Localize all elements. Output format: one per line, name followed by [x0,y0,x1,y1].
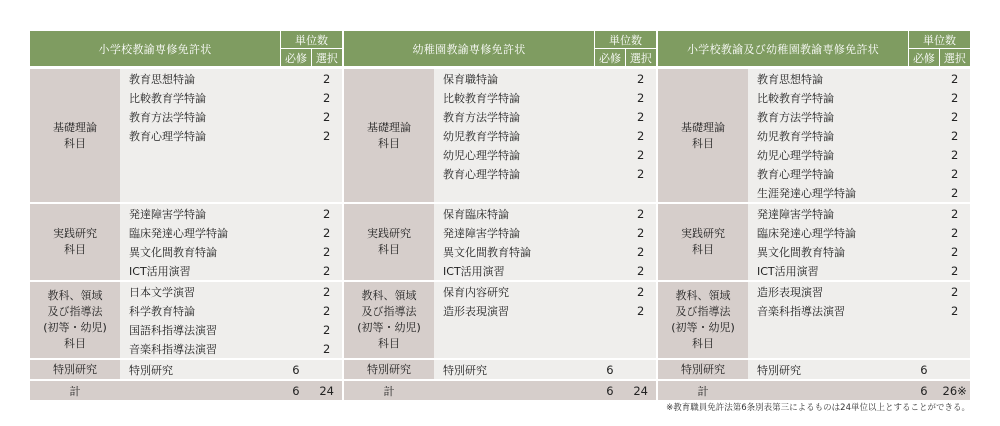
subject-cell: 特別研究 [434,359,595,380]
subject-cell: 教育心理学特論 [748,164,909,183]
subject-cell: 教育方法学特論 [434,107,595,126]
subject-cell: 幼児教育学特論 [748,126,909,145]
elective-units-cell: 2 [311,88,342,107]
subject-cell: 発達障害学特論 [120,203,281,223]
subject-cell: 造形表現演習 [748,281,909,301]
required-units-cell [595,223,626,242]
elective-units-cell: 2 [625,164,656,183]
elective-units-cell [625,359,656,380]
elective-units-cell: 2 [311,281,342,301]
subject-cell: 国語科指導法演習 [120,320,281,339]
required-header: 必修 [595,49,626,67]
elective-units-cell: 2 [625,107,656,126]
required-units-cell [909,242,940,261]
elective-units-cell: 2 [311,107,342,126]
total-elective: 24 [311,380,342,400]
required-units-cell [595,107,626,126]
elective-units-cell: 2 [625,203,656,223]
elective-units-cell: 2 [311,126,342,145]
license-table-3 [658,31,970,400]
section-label: 基礎理論 科目 [658,69,748,203]
elective-header: 選択 [311,49,342,67]
elective-units-cell: 2 [625,145,656,164]
special-research-row [658,359,970,380]
subject-cell: 臨床発達心理学特論 [748,223,909,242]
required-units-cell [595,183,626,203]
subject-cell: 教育思想特論 [120,69,281,88]
subject-cell [434,320,595,339]
subject-cell: 異文化間教育特論 [120,242,281,261]
subject-cell [120,164,281,183]
subject-cell [120,145,281,164]
required-units-cell [595,242,626,261]
required-units-cell [595,261,626,281]
subject-cell: 音楽科指導法演習 [748,301,909,320]
required-units-cell [595,301,626,320]
total-row [658,380,970,400]
elective-units-cell [311,145,342,164]
subject-cell: 比較教育学特論 [434,88,595,107]
subject-cell: 教育方法学特論 [748,107,909,126]
header-row [344,31,656,49]
required-units-cell [595,145,626,164]
elective-units-cell: 2 [625,126,656,145]
table-row [30,69,342,88]
table-row [658,203,970,223]
elective-units-cell: 2 [625,242,656,261]
table-row [344,281,656,301]
elective-units-cell: 2 [625,88,656,107]
elective-header: 選択 [625,49,656,67]
required-units-cell [595,281,626,301]
required-units-cell [909,126,940,145]
section-label: 基礎理論 科目 [30,69,120,203]
elective-units-cell [311,183,342,203]
required-units-cell [281,69,312,88]
footnote: ※教育職員免許法第6条別表第三によるものは24単位以上とすることができる。 [666,403,970,413]
total-blank [434,380,595,400]
required-header: 必修 [281,49,312,67]
elective-units-cell: 2 [311,242,342,261]
required-units-cell [595,164,626,183]
license-tables [30,31,970,398]
subject-cell [120,183,281,203]
subject-cell: 造形表現演習 [434,301,595,320]
subject-cell: 特別研究 [748,359,909,380]
total-required: 6 [595,380,626,400]
elective-units-cell: 2 [311,223,342,242]
table-row [344,203,656,223]
required-units-cell [281,281,312,301]
total-label: 計 [344,380,434,400]
subject-cell: 幼児教育学特論 [434,126,595,145]
subject-cell: 幼児心理学特論 [748,145,909,164]
required-units-cell [909,301,940,320]
elective-units-cell [625,183,656,203]
elective-units-cell [311,359,342,380]
subject-cell: 異文化間教育特論 [748,242,909,261]
required-units-cell [281,320,312,339]
subject-cell: 教育方法学特論 [120,107,281,126]
elective-units-cell [939,359,970,380]
section-label: 特別研究 [344,359,434,380]
required-header: 必修 [909,49,940,67]
required-units-cell [281,261,312,281]
subject-cell: 保育職特論 [434,69,595,88]
table-row [30,203,342,223]
section-label: 実践研究 科目 [658,203,748,281]
header-row [658,31,970,49]
section-label: 教科、領域 及び指導法 (初等・幼児) 科目 [344,281,434,359]
required-units-cell [909,281,940,301]
required-units-cell [909,203,940,223]
elective-units-cell: 2 [311,320,342,339]
elective-units-cell: 2 [311,69,342,88]
required-units-cell: 6 [281,359,312,380]
subject-cell: 発達障害学特論 [748,203,909,223]
elective-units-cell: 2 [939,183,970,203]
subject-cell: 教育心理学特論 [434,164,595,183]
required-units-cell [281,203,312,223]
required-units-cell [595,69,626,88]
subject-cell [748,320,909,339]
total-required: 6 [909,380,940,400]
license-title: 小学校教諭及び幼稚園教諭専修免許状 [658,31,909,66]
required-units-cell [595,320,626,339]
section-label: 実践研究 科目 [344,203,434,281]
required-units-cell [909,223,940,242]
license-title: 小学校教諭専修免許状 [30,31,281,66]
required-units-cell [281,88,312,107]
subject-cell: ICT活用演習 [434,261,595,281]
required-units-cell [909,145,940,164]
elective-units-cell: 2 [939,164,970,183]
required-units-cell: 6 [909,359,940,380]
total-row [344,380,656,400]
elective-header: 選択 [939,49,970,67]
required-units-cell [909,339,940,359]
total-label: 計 [30,380,120,400]
total-label: 計 [658,380,748,400]
required-units-cell [909,107,940,126]
subject-cell: 臨床発達心理学特論 [120,223,281,242]
table-row [30,281,342,301]
required-units-cell [281,164,312,183]
subject-cell: 特別研究 [120,359,281,380]
elective-units-cell [311,164,342,183]
required-units-cell [909,320,940,339]
total-required: 6 [281,380,312,400]
subject-cell: 保育臨床特論 [434,203,595,223]
license-table-1 [30,31,342,400]
table-row [344,69,656,88]
elective-units-cell: 2 [939,301,970,320]
elective-units-cell: 2 [311,261,342,281]
elective-units-cell: 2 [311,203,342,223]
required-units-cell [281,126,312,145]
subject-cell: 比較教育学特論 [748,88,909,107]
subject-cell: ICT活用演習 [120,261,281,281]
required-units-cell [281,242,312,261]
unit-header: 単位数 [281,31,342,49]
required-units-cell [281,107,312,126]
total-elective: 24 [625,380,656,400]
special-research-row [30,359,342,380]
subject-cell [434,339,595,359]
elective-units-cell: 2 [311,339,342,359]
unit-header: 単位数 [595,31,656,49]
elective-units-cell: 2 [625,301,656,320]
required-units-cell [281,183,312,203]
required-units-cell [281,301,312,320]
required-units-cell [281,145,312,164]
elective-units-cell: 2 [939,126,970,145]
subject-cell: 比較教育学特論 [120,88,281,107]
elective-units-cell: 2 [939,88,970,107]
license-table-2 [344,31,656,400]
elective-units-cell: 2 [939,203,970,223]
required-units-cell [909,183,940,203]
header-row [30,31,342,49]
elective-units-cell: 2 [939,145,970,164]
license-title: 幼稚園教諭専修免許状 [344,31,595,66]
section-label: 教科、領域 及び指導法 (初等・幼児) 科目 [30,281,120,359]
subject-cell: 教育思想特論 [748,69,909,88]
unit-header: 単位数 [909,31,970,49]
required-units-cell [909,69,940,88]
required-units-cell: 6 [595,359,626,380]
elective-units-cell [625,320,656,339]
elective-units-cell: 2 [939,223,970,242]
required-units-cell [909,164,940,183]
elective-units-cell: 2 [939,281,970,301]
elective-units-cell [939,320,970,339]
subject-cell: 生涯発達心理学特論 [748,183,909,203]
subject-cell [748,339,909,359]
subject-cell: 保育内容研究 [434,281,595,301]
required-units-cell [281,339,312,359]
required-units-cell [909,88,940,107]
section-label: 特別研究 [30,359,120,380]
section-label: 教科、領域 及び指導法 (初等・幼児) 科目 [658,281,748,359]
subject-cell: 発達障害学特論 [434,223,595,242]
elective-units-cell: 2 [939,69,970,88]
elective-units-cell: 2 [311,301,342,320]
required-units-cell [595,203,626,223]
total-row [30,380,342,400]
total-blank [748,380,909,400]
elective-units-cell: 2 [939,107,970,126]
elective-units-cell: 2 [625,223,656,242]
special-research-row [344,359,656,380]
elective-units-cell: 2 [625,281,656,301]
section-label: 特別研究 [658,359,748,380]
subject-cell: 科学教育特論 [120,301,281,320]
section-label: 実践研究 科目 [30,203,120,281]
subject-cell [434,183,595,203]
table-row [658,69,970,88]
required-units-cell [909,261,940,281]
total-elective: 26※ [939,380,970,400]
subject-cell: ICT活用演習 [748,261,909,281]
elective-units-cell [939,339,970,359]
elective-units-cell: 2 [625,261,656,281]
elective-units-cell: 2 [939,261,970,281]
elective-units-cell: 2 [939,242,970,261]
section-label: 基礎理論 科目 [344,69,434,203]
subject-cell: 日本文学演習 [120,281,281,301]
subject-cell: 幼児心理学特論 [434,145,595,164]
required-units-cell [595,339,626,359]
total-blank [120,380,281,400]
subject-cell: 音楽科指導法演習 [120,339,281,359]
table-row [658,281,970,301]
required-units-cell [281,223,312,242]
subject-cell: 異文化間教育特論 [434,242,595,261]
elective-units-cell [625,339,656,359]
required-units-cell [595,88,626,107]
subject-cell: 教育心理学特論 [120,126,281,145]
required-units-cell [595,126,626,145]
elective-units-cell: 2 [625,69,656,88]
